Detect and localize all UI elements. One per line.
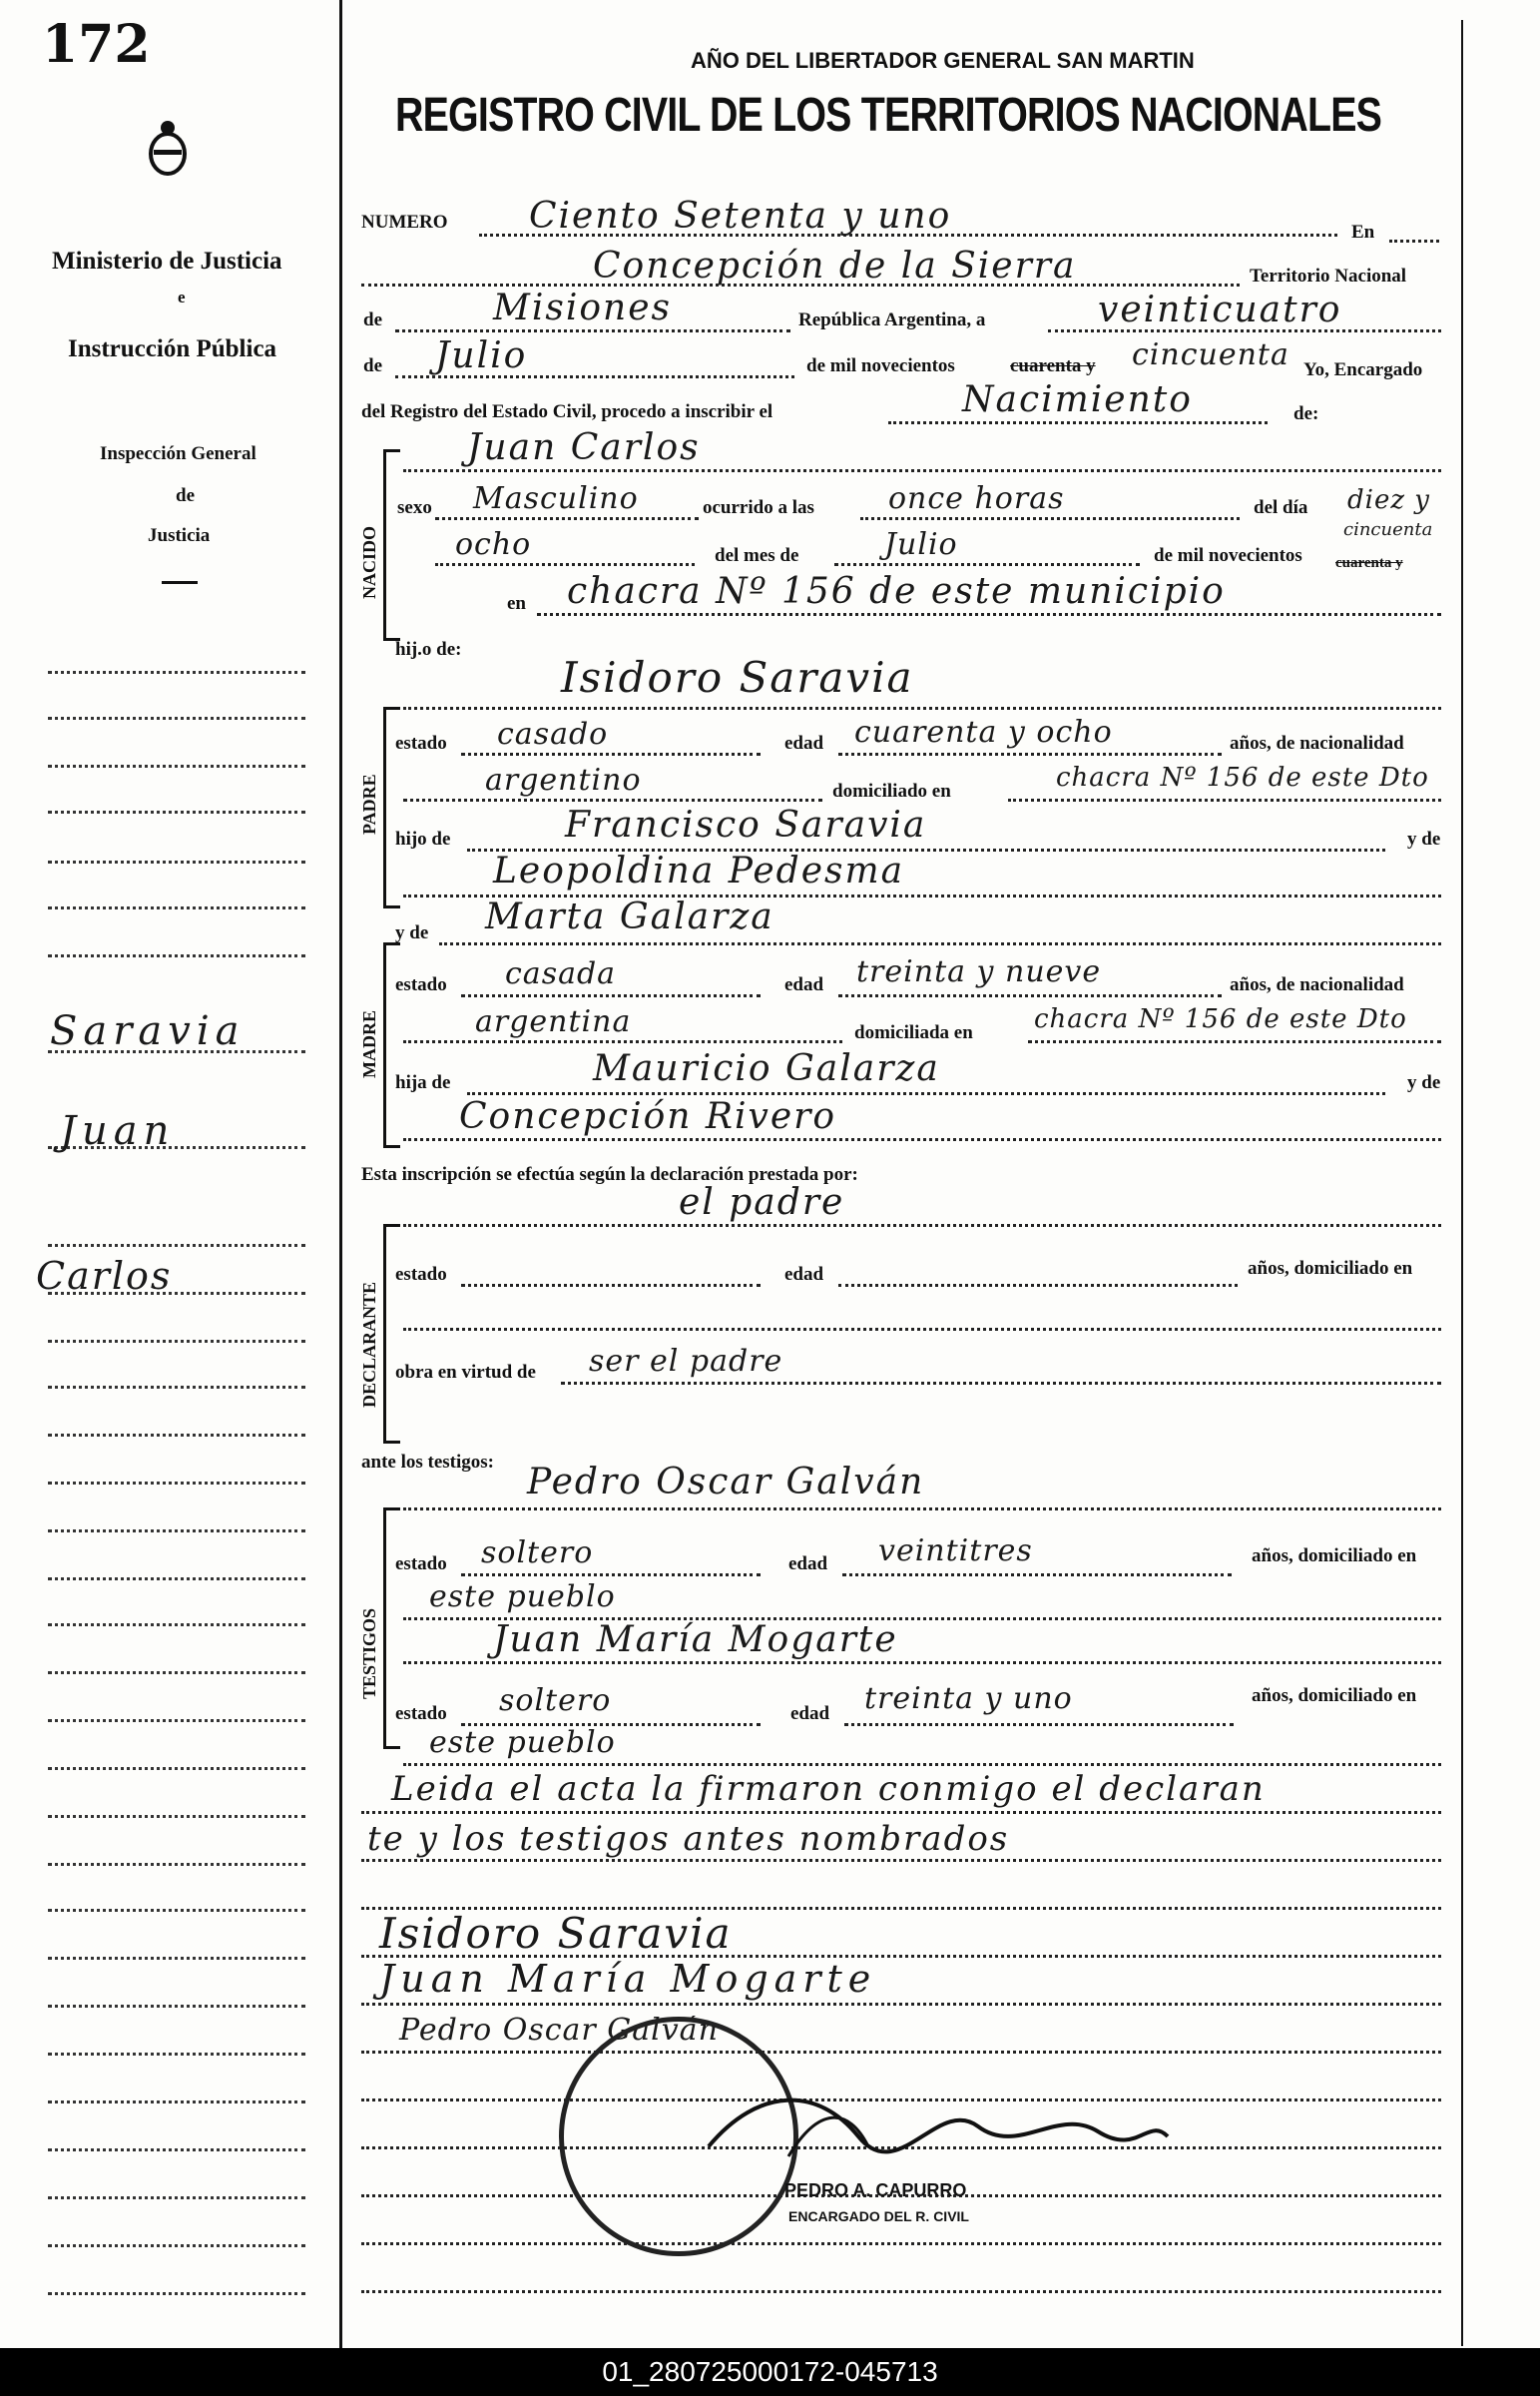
- field-line: [461, 1573, 761, 1576]
- label-edad-testigo1: edad: [788, 1553, 828, 1574]
- entry-madre-nacionalidad: argentina: [475, 1004, 632, 1039]
- field-line: [1008, 799, 1441, 802]
- label-anos-domiciliado-declarante: años, domiciliado en: [1248, 1258, 1413, 1279]
- margin-rule: [48, 2244, 305, 2247]
- margin-rule: [48, 1623, 305, 1626]
- margin-rule: [48, 1719, 305, 1722]
- inspection-line2: Justicia: [148, 525, 211, 546]
- entry-testigo1-edad: veintitres: [878, 1533, 1033, 1568]
- field-line: [435, 563, 695, 566]
- field-line: [403, 1138, 1441, 1141]
- label-del-dia: del día: [1254, 497, 1308, 518]
- entry-testigo2: Juan María Mogarte: [493, 1619, 898, 1660]
- entry-padre-estado: casado: [497, 717, 609, 752]
- entry-padre-madre: Leopoldina Pedesma: [493, 851, 905, 892]
- label-yo-encargado: Yo, Encargado: [1303, 359, 1423, 380]
- field-line: [361, 2003, 1441, 2006]
- margin-divider: [339, 0, 342, 2348]
- margin-rule: [48, 2053, 305, 2056]
- margin-rule: [48, 1482, 305, 1485]
- label-de: de: [363, 355, 382, 376]
- margin-rule: [48, 1815, 305, 1818]
- field-line: [403, 1661, 1441, 1664]
- margin-rule: [48, 1577, 305, 1580]
- label-de-mil: de mil novecientos: [806, 355, 955, 376]
- label-ocurrido: ocurrido a las: [703, 497, 814, 518]
- margin-rule: [48, 2005, 305, 2008]
- entry-madre-madre: Concepción Rivero: [459, 1096, 837, 1137]
- label-cuarenta-y-nac: cuarenta y: [1335, 555, 1403, 571]
- field-line: [361, 2290, 1441, 2293]
- margin-rule: [48, 2196, 305, 2199]
- field-line: [1389, 240, 1439, 243]
- label-en-lugar: en: [507, 593, 526, 614]
- label-y-de-madre2: y de: [1407, 1072, 1441, 1093]
- label-cuarenta-y: cuarenta y: [1010, 355, 1096, 376]
- field-line: [842, 1573, 1232, 1576]
- field-line: [461, 1284, 761, 1287]
- field-line: [403, 1224, 1441, 1227]
- label-domiciliado-padre: domiciliado en: [832, 781, 951, 802]
- label-territorio: Territorio Nacional: [1250, 266, 1407, 287]
- field-line: [888, 421, 1268, 424]
- label-y-de-padre: y de: [1407, 829, 1441, 850]
- signature-galvan: Pedro Oscar Galván: [399, 2013, 719, 2048]
- label-sexo: sexo: [397, 497, 432, 518]
- margin-rule: [48, 861, 305, 864]
- entry-mes: Julio: [435, 335, 528, 376]
- label-estado-declarante: estado: [395, 1264, 447, 1285]
- label-testigos: TESTIGOS: [359, 1607, 379, 1699]
- entry-padre-nombre: Isidoro Saravia: [561, 653, 914, 702]
- margin-rule: [48, 671, 305, 674]
- label-del-mes: del mes de: [715, 545, 799, 566]
- field-line: [395, 329, 790, 332]
- field-line: [561, 1382, 1441, 1385]
- footer-code: 01_280725000172-045713: [0, 2348, 1540, 2396]
- page-number: 172: [42, 14, 151, 75]
- entry-testigo1-domicilio: este pueblo: [429, 1579, 616, 1614]
- national-seal-icon: [148, 118, 188, 178]
- ministry-e: e: [178, 288, 186, 306]
- entry-mes-nac: Julio: [884, 527, 958, 562]
- label-estado-testigo2: estado: [395, 1703, 447, 1724]
- entry-madre-nombre: Marta Galarza: [485, 897, 774, 937]
- field-line: [461, 994, 761, 997]
- margin-rule: [48, 954, 305, 957]
- margin-surname: Saravia: [50, 1008, 246, 1054]
- margin-rule: [48, 1386, 305, 1389]
- margin-rule: [48, 765, 305, 768]
- label-edad-madre: edad: [784, 974, 824, 995]
- entry-padre-edad: cuarenta y ocho: [854, 715, 1113, 750]
- margin-rule: [48, 1909, 305, 1912]
- margin-rule: [48, 2100, 305, 2103]
- label-madre: MADRE: [359, 1010, 379, 1078]
- header-top-line: AÑO DEL LIBERTADOR GENERAL SAN MARTIN: [691, 48, 1195, 73]
- field-line: [838, 1284, 1238, 1287]
- field-line: [537, 613, 1441, 616]
- label-anos-domiciliado-t1: años, domiciliado en: [1252, 1545, 1417, 1566]
- field-line: [403, 469, 1441, 472]
- margin-rule: [48, 1340, 305, 1343]
- entry-dia: veinticuatro: [1098, 290, 1342, 330]
- entry-sexo: Masculino: [473, 481, 639, 516]
- ministry-line1: Ministerio de Justicia: [52, 248, 282, 275]
- entry-padre-nacionalidad: argentino: [485, 763, 642, 798]
- label-de: de: [363, 309, 382, 330]
- entry-hora: once horas: [888, 481, 1065, 516]
- label-numero: NUMERO: [361, 212, 448, 233]
- label-de-mil-nac: de mil novecientos: [1154, 545, 1302, 566]
- margin-rule: [48, 717, 305, 720]
- field-line: [860, 517, 1240, 520]
- label-de-colon: de:: [1293, 403, 1319, 424]
- entry-madre-hija-de: Mauricio Galarza: [593, 1048, 940, 1089]
- label-domiciliada-madre: domiciliada en: [854, 1022, 973, 1043]
- margin-rule: [48, 906, 305, 909]
- label-estado-testigo1: estado: [395, 1553, 447, 1574]
- field-line: [403, 707, 1441, 710]
- field-line: [361, 2051, 1441, 2054]
- label-edad-testigo2: edad: [790, 1703, 830, 1724]
- entry-testigo1-estado: soltero: [481, 1535, 594, 1570]
- entry-testigo2-domicilio: este pueblo: [429, 1725, 616, 1760]
- entry-dia-nac2: ocho: [455, 527, 532, 562]
- label-anos-domiciliado-t2: años, domiciliado en: [1252, 1685, 1417, 1706]
- entry-padre-hijo-de: Francisco Saravia: [565, 805, 927, 846]
- entry-lugar-nac: chacra Nº 156 de este municipio: [567, 571, 1226, 612]
- label-obra-en-virtud: obra en virtud de: [395, 1362, 536, 1383]
- official-signature-icon: [699, 2077, 1178, 2166]
- margin-given2: Carlos: [36, 1254, 173, 1298]
- margin-rule: [48, 1671, 305, 1674]
- ministry-line2: Instrucción Pública: [68, 335, 277, 362]
- entry-obra-en-virtud: ser el padre: [589, 1344, 783, 1379]
- label-del-registro: del Registro del Estado Civil, procedo a inscribir el: [361, 401, 773, 422]
- entry-testigo2-edad: treinta y uno: [864, 1681, 1073, 1716]
- label-y-de-madre: y de: [395, 922, 429, 943]
- entry-territorio: Misiones: [493, 288, 673, 328]
- field-line: [439, 942, 1441, 945]
- inspection-de: de: [176, 485, 195, 506]
- field-line: [467, 1092, 1385, 1095]
- label-ante-testigos: ante los testigos:: [361, 1452, 494, 1473]
- entry-madre-estado: casada: [505, 956, 617, 991]
- madre-bracket: [383, 942, 400, 1148]
- margin-rule: [48, 1957, 305, 1960]
- official-name: PEDRO A. CAPURRO: [784, 2180, 967, 2200]
- label-anos-nacionalidad-madre: años, de nacionalidad: [1230, 974, 1404, 995]
- entry-testigo2-estado: soltero: [499, 1683, 612, 1718]
- label-hijo-a-de: hij.o de:: [395, 639, 462, 660]
- entry-padre-domicilio: chacra Nº 156 de este Dto: [1056, 763, 1429, 793]
- label-estado-padre: estado: [395, 733, 447, 754]
- entry-dia-nac: diez y: [1347, 485, 1430, 515]
- field-line: [403, 1507, 1441, 1510]
- entry-declarante: el padre: [679, 1182, 845, 1223]
- label-anos-nacionalidad-padre: años, de nacionalidad: [1230, 733, 1404, 754]
- entry-madre-domicilio: chacra Nº 156 de este Dto: [1034, 1004, 1407, 1034]
- margin-rule: [48, 1244, 305, 1247]
- label-republica: República Argentina, a: [798, 309, 986, 330]
- entry-cierre2: te y los testigos antes nombrados: [367, 1819, 1010, 1859]
- entry-testigo1: Pedro Oscar Galván: [527, 1462, 925, 1502]
- label-edad-padre: edad: [784, 733, 824, 754]
- declarante-bracket: [383, 1224, 400, 1444]
- entry-anio: cincuenta: [1132, 337, 1289, 372]
- field-line: [403, 1040, 842, 1043]
- field-line: [361, 2242, 1441, 2245]
- inspection-line1: Inspección General: [100, 443, 257, 464]
- label-declarante: DECLARANTE: [359, 1281, 379, 1408]
- label-estado-madre: estado: [395, 974, 447, 995]
- label-padre: PADRE: [359, 774, 379, 835]
- signature-mogarte: Juan María Mogarte: [379, 1957, 877, 2001]
- entry-nombre: Juan Carlos: [467, 427, 701, 468]
- field-line: [403, 799, 822, 802]
- field-line: [361, 1859, 1441, 1862]
- entry-lugar: Concepción de la Sierra: [593, 246, 1077, 287]
- field-line: [838, 753, 1222, 756]
- label-en: En: [1351, 222, 1375, 243]
- label-edad-declarante: edad: [784, 1264, 824, 1285]
- margin-given1: Juan: [60, 1108, 176, 1154]
- field-line: [361, 1811, 1441, 1814]
- margin-rule: [48, 1767, 305, 1770]
- margin-rule: [48, 1434, 305, 1437]
- margin-rule: [48, 1529, 305, 1532]
- label-hija-de: hija de: [395, 1072, 451, 1093]
- signature-isidoro: Isidoro Saravia: [379, 1909, 733, 1958]
- entry-madre-edad: treinta y nueve: [856, 954, 1102, 989]
- field-line: [403, 1763, 1441, 1766]
- official-role: ENCARGADO DEL R. CIVIL: [788, 2208, 969, 2224]
- entry-acto: Nacimiento: [962, 379, 1193, 420]
- entry-numero: Ciento Setenta y uno: [529, 196, 952, 237]
- right-edge: [1461, 20, 1463, 2346]
- margin-rule: [48, 2148, 305, 2151]
- margin-rule: [48, 1863, 305, 1866]
- label-hijo-de: hijo de: [395, 829, 451, 850]
- entry-anio-nac: cincuenta: [1343, 519, 1433, 540]
- label-nacido: NACIDO: [359, 525, 379, 599]
- margin-rule: [48, 2292, 305, 2295]
- field-line: [461, 753, 761, 756]
- field-line: [435, 517, 699, 520]
- entry-cierre1: Leida el acta la firmaron conmigo el declaran: [391, 1769, 1266, 1809]
- page-title: REGISTRO CIVIL DE LOS TERRITORIOS NACIONALES: [395, 89, 1382, 142]
- label-inscripcion: Esta inscripción se efectúa según la declaración prestada por:: [361, 1164, 858, 1185]
- field-line: [1028, 1040, 1441, 1043]
- field-line: [844, 1723, 1234, 1726]
- margin-short-rule: [162, 581, 198, 584]
- margin-rule: [48, 811, 305, 814]
- field-line: [834, 563, 1140, 566]
- field-line: [838, 994, 1222, 997]
- nacido-bracket: [383, 449, 400, 641]
- field-line: [403, 1328, 1441, 1331]
